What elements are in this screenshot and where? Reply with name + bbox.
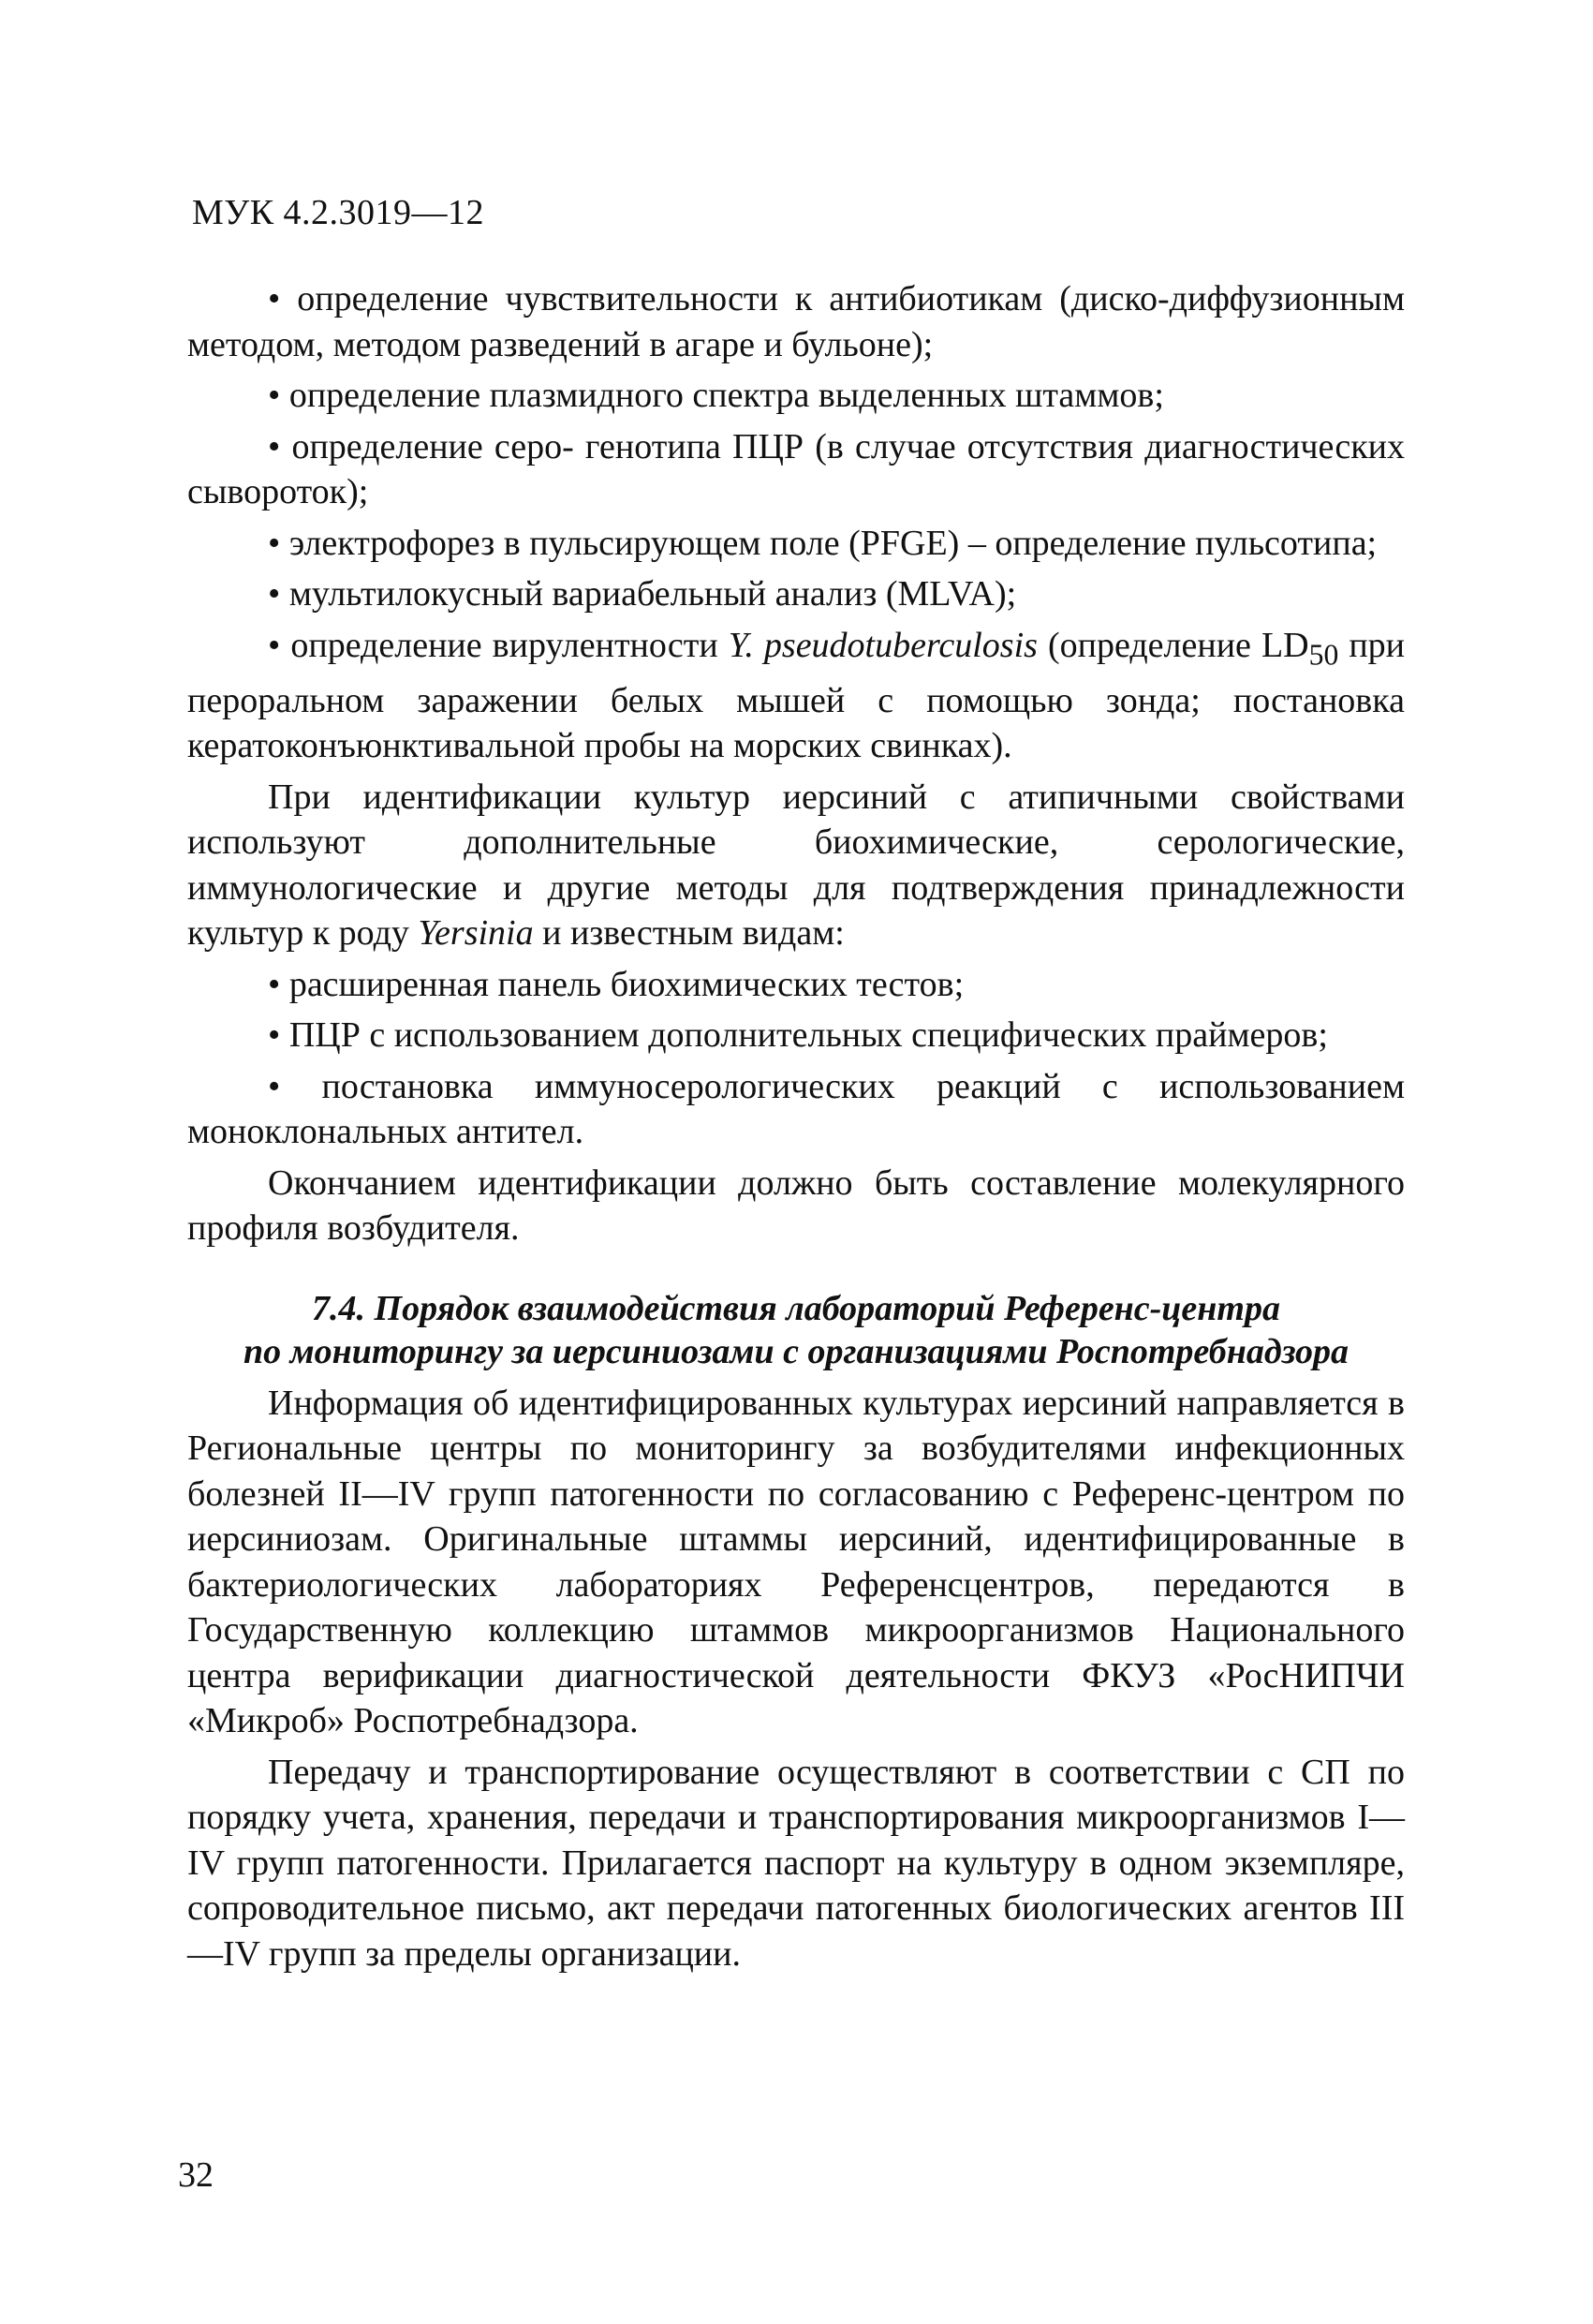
atypical-before: При идентификации культур иерсиний с атипичными свойствами используют дополнительные биохимические, серологические, иммунологические и другие методы для подтверждения принадлежности культур к роду bbox=[187, 777, 1405, 954]
virulence-suffix: при пероральном заражении белых мышей с помощью зонда; постановка кератоконъюнктивальной пробы на морских свинках). bbox=[187, 625, 1405, 766]
bullet-mlva: • мультилокусный вариабельный анализ (MLVA); bbox=[187, 571, 1405, 617]
document-code-header: МУК 4.2.3019—12 bbox=[192, 193, 485, 232]
bullet-virulence bbox=[187, 623, 1405, 769]
virulence-mid: (определение LD bbox=[1037, 625, 1309, 665]
bullet-immunoserological: • постановка иммуносерологических реакций с использованием моноклональных антител. bbox=[187, 1064, 1405, 1155]
atypical-after: и известным видам: bbox=[533, 913, 845, 954]
bullet-pcr-primers: • ПЦР с использованием дополнительных специфических праймеров; bbox=[187, 1013, 1405, 1058]
bullet-antibiotic-sensitivity: • определение чувствительности к антибиотикам (диско-диффузионным методом, методом разведений в агаре и бульоне); bbox=[187, 276, 1405, 367]
virulence-prefix: определение вирулентности bbox=[290, 625, 729, 665]
document-body bbox=[187, 276, 1405, 1982]
page-number: 32 bbox=[178, 2155, 214, 2195]
section-heading-line-1: 7.4. Порядок взаимодействия лабораторий Референс-центра bbox=[312, 1288, 1280, 1328]
bullet-plasmid-spectrum: • определение плазмидного спектра выделенных штаммов; bbox=[187, 373, 1405, 419]
paragraph-information-transfer: Информация об идентифицированных культурах иерсиний направляется в Региональные центры по мониторингу за возбудителями инфекционных болезней II—IV групп патогенности по согласованию с Референс-центром по иерсиниозам. Оригинальные штаммы иерсиний, идентифицированные в бактериологических лабораториях Референсцентров, передаются в Государственную коллекцию штаммов микроорганизмов Национального центра верификации диагностической деятельности ФКУЗ «РосНИПЧИ «Микроб» Роспотребнадзора. bbox=[187, 1383, 1405, 1741]
bullet-biochemical-panel: • расширенная панель биохимических тестов; bbox=[187, 962, 1405, 1008]
bullet-sero-genotype: • определение серо- генотипа ПЦР (в случае отсутствия диагностических сывороток); bbox=[187, 424, 1405, 515]
paragraph-transportation: Передачу и транспортирование осуществляют в соответствии с СП по порядку учета, хранения, передачи и транспортирования микроорганизмов I—IV групп патогенности. Прилагается паспорт на культуру в одном экземпляре, сопроводительное письмо, акт передачи патогенных биологических агентов III—IV групп за пределы организации. bbox=[187, 1752, 1405, 1974]
genus-name: Yersinia bbox=[418, 913, 534, 954]
bullet-pfge: • электрофорез в пульсирующем поле (PFGE) – определение пульсотипа; bbox=[187, 521, 1405, 567]
paragraph-atypical-cultures bbox=[187, 775, 1405, 956]
section-heading-line-2: по мониторингу за иерсиниозами с организациями Роспотребнадзора bbox=[243, 1331, 1350, 1371]
paragraph-conclusion: Окончанием идентификации должно быть составление молекулярного профиля возбудителя. bbox=[187, 1162, 1405, 1249]
section-heading bbox=[187, 1287, 1405, 1373]
species-name: Y. pseudotuberculosis bbox=[728, 625, 1038, 665]
ld-subscript: 50 bbox=[1308, 638, 1339, 672]
